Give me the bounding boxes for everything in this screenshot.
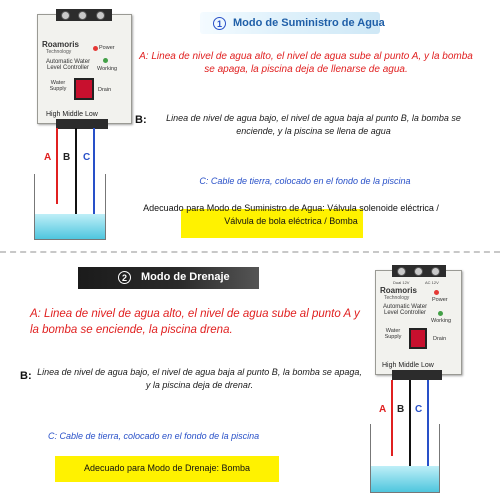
section-number-badge: 2 (118, 271, 131, 284)
para-a-letter: A: (139, 51, 149, 62)
para-a-text: Linea de nivel de agua alto, el nivel de agua sube al punto A, y la bomba se apaga, la piscina deja de llenarse de agua. (151, 51, 473, 75)
supply-line2: Supply (49, 85, 67, 92)
screw-icon (61, 11, 70, 20)
section-title: Modo de Suministro de Agua (233, 17, 385, 29)
wire-b-label: B (63, 152, 71, 163)
device-title (378, 304, 432, 317)
supply-para-c: C: Cable de tierra, colocado en el fondo de la piscina (199, 176, 411, 186)
working-led-icon (438, 311, 443, 316)
terminal-block-bottom (392, 370, 442, 380)
screw-icon (414, 267, 423, 276)
water-tank (34, 174, 106, 240)
screw-icon (397, 267, 406, 276)
drain-suitable-text: Adecuado para Modo de Drenaje: Bomba (83, 463, 251, 473)
power-label: Power (432, 297, 448, 303)
middle-label: Middle (62, 111, 83, 118)
working-led-icon (103, 58, 108, 63)
supply-line1: Water (385, 328, 401, 334)
high-label: High (382, 362, 397, 369)
water-level (35, 214, 105, 239)
drain-label: Drain (98, 87, 112, 93)
device-title (40, 59, 96, 72)
supply-line2: Supply (384, 333, 402, 340)
screw-icon (96, 11, 105, 20)
power-label: Power (99, 45, 115, 51)
high-label: High (46, 111, 61, 118)
drain-label: Drain (433, 336, 447, 342)
controller-device-drain (375, 270, 462, 375)
mode-switch[interactable] (409, 328, 427, 349)
device-title-line1: Automatic Water (45, 59, 91, 65)
screw-icon (431, 267, 440, 276)
probe-labels (382, 362, 434, 369)
device-brand: Roamoris (380, 286, 417, 295)
middle-label: Middle (398, 362, 419, 369)
drain-para-b: Linea de nivel de agua bajo, el nivel de agua baja al punto B, la bomba se apaga, y la piscina deja de drenar. (37, 367, 362, 390)
low-label: Low (84, 111, 98, 118)
suitable-line1: Adecuado para Modo de Suministro de Agua: Válvula solenoide eléctrica / (143, 203, 439, 213)
top-label-right: AC 12V (425, 280, 439, 285)
power-led-icon (93, 46, 98, 51)
device-title-line1: Automatic Water (382, 304, 428, 310)
wire-c-label: C (83, 152, 91, 163)
section-divider (0, 251, 500, 253)
mode-switch[interactable] (74, 78, 94, 100)
letter-b: B: (135, 114, 147, 126)
working-label: Working (97, 66, 118, 72)
water-level (371, 466, 439, 492)
device-brand-sub: Technology (384, 295, 410, 301)
drain-para-c: C: Cable de tierra, colocado en el fondo de la piscina (48, 431, 260, 441)
letter-b: B: (20, 370, 32, 382)
controller-device-supply (37, 14, 132, 124)
probe-labels (46, 111, 98, 118)
supply-suitable-text (116, 202, 466, 228)
terminal-block-bottom (56, 119, 108, 129)
device-title-line2: Level Controller (46, 65, 90, 72)
supply-line1: Water (50, 80, 66, 86)
wire-c-label: C (415, 404, 423, 415)
power-led-icon (434, 290, 439, 295)
wire-a-label: A (379, 404, 387, 415)
drain-para-a: A: Linea de nivel de agua alto, el nivel de agua sube al punto A y la bomba se enciende, la piscina drena. (30, 308, 360, 336)
low-label: Low (420, 362, 434, 369)
water-tank (370, 424, 440, 493)
section-title: Modo de Drenaje (141, 271, 230, 283)
suitable-line2: Válvula de bola eléctrica / Bomba (224, 216, 358, 226)
water-supply-label (380, 329, 406, 340)
top-label-left: Dual 12V (393, 280, 410, 285)
section-number-badge: 1 (213, 17, 226, 30)
screw-icon (78, 11, 87, 20)
wire-a-label: A (44, 152, 52, 163)
water-supply-label (45, 81, 71, 92)
working-label: Working (431, 318, 452, 324)
device-title-line2: Level Controller (383, 310, 427, 317)
device-brand-sub: Technology (46, 49, 72, 55)
device-brand: Roamoris (42, 40, 79, 49)
wire-b-label: B (397, 404, 405, 415)
supply-para-b: Linea de nivel de agua bajo, el nivel de agua baja al punto B, la bomba se enciende, y la piscina se llena de agua (166, 113, 461, 136)
supply-para-a (136, 50, 476, 76)
